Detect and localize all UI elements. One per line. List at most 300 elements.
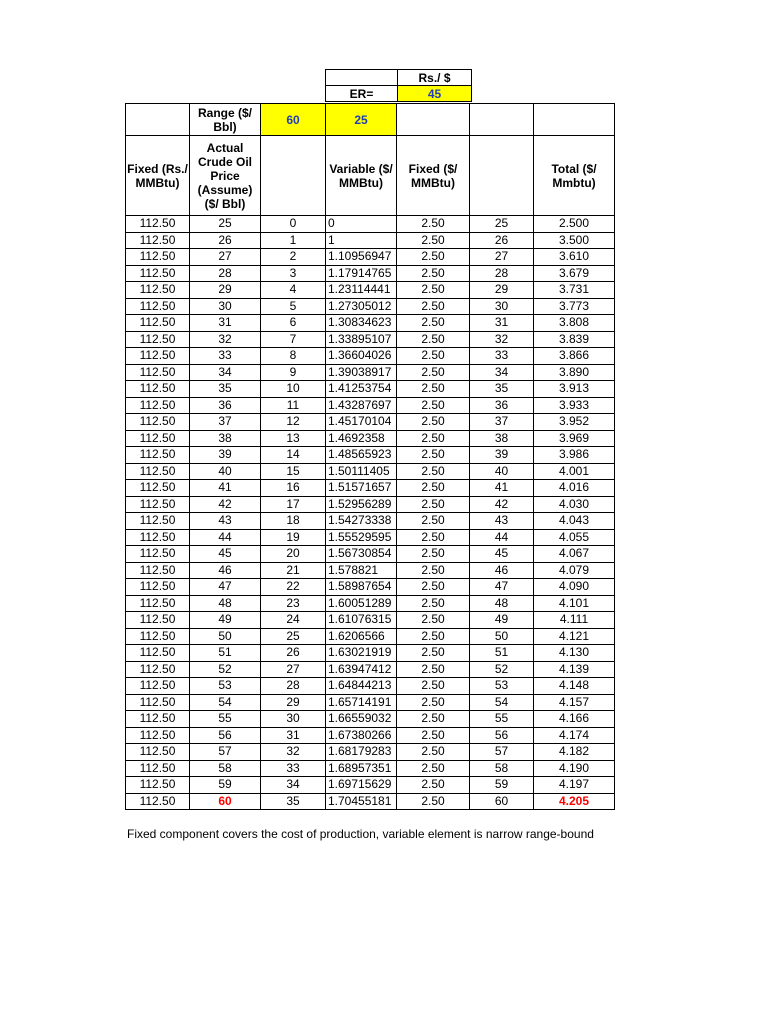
table-row	[126, 249, 615, 266]
fixed-rs-cell[interactable]: 112.50	[126, 645, 190, 662]
table-body	[126, 216, 615, 810]
range-empty-cell	[534, 104, 615, 136]
header-row	[126, 136, 615, 216]
total-cell[interactable]: 3.610	[534, 249, 615, 266]
total-cell[interactable]: 4.190	[534, 760, 615, 777]
actual-price-cell[interactable]: 51	[190, 645, 261, 662]
price-cell[interactable]: 42	[470, 496, 534, 513]
actual-price-cell[interactable]: 44	[190, 529, 261, 546]
price-cell[interactable]: 50	[470, 628, 534, 645]
index-cell[interactable]: 22	[261, 579, 326, 596]
actual-price-cell[interactable]: 40	[190, 463, 261, 480]
col-header-actual-price: Actual Crude Oil Price (Assume) ($/ Bbl)	[190, 136, 261, 216]
table-row	[126, 331, 615, 348]
index-cell[interactable]: 27	[261, 661, 326, 678]
actual-price-cell[interactable]: 33	[190, 348, 261, 365]
variable-cell[interactable]: 1.50111405	[326, 463, 397, 480]
variable-cell[interactable]: 1	[326, 232, 397, 249]
variable-cell[interactable]: 1.56730854	[326, 546, 397, 563]
fixed-rs-cell[interactable]: 112.50	[126, 711, 190, 728]
fixed-rs-cell[interactable]: 112.50	[126, 793, 190, 810]
variable-cell[interactable]: 1.41253754	[326, 381, 397, 398]
range-empty-cell	[470, 104, 534, 136]
actual-price-cell[interactable]: 27	[190, 249, 261, 266]
actual-price-cell[interactable]: 54	[190, 694, 261, 711]
fixed-rs-cell[interactable]: 112.50	[126, 463, 190, 480]
fixed-rs-cell[interactable]: 112.50	[126, 777, 190, 794]
fixed-rs-cell[interactable]: 112.50	[126, 414, 190, 431]
fixed-rs-cell[interactable]: 112.50	[126, 513, 190, 530]
fixed-usd-cell[interactable]: 2.50	[397, 447, 470, 464]
price-cell[interactable]: 31	[470, 315, 534, 332]
fixed-rs-cell[interactable]: 112.50	[126, 298, 190, 315]
fixed-rs-cell[interactable]: 112.50	[126, 579, 190, 596]
price-cell[interactable]: 28	[470, 265, 534, 282]
variable-cell[interactable]: 1.48565923	[326, 447, 397, 464]
variable-cell[interactable]: 1.70455181	[326, 793, 397, 810]
index-cell[interactable]: 23	[261, 595, 326, 612]
index-cell[interactable]: 12	[261, 414, 326, 431]
price-cell[interactable]: 35	[470, 381, 534, 398]
index-cell[interactable]: 2	[261, 249, 326, 266]
fixed-usd-cell[interactable]: 2.50	[397, 760, 470, 777]
price-cell[interactable]: 32	[470, 331, 534, 348]
actual-price-cell[interactable]: 42	[190, 496, 261, 513]
total-cell[interactable]: 4.166	[534, 711, 615, 728]
total-cell[interactable]: 4.130	[534, 645, 615, 662]
fixed-usd-cell[interactable]: 2.50	[397, 232, 470, 249]
total-cell[interactable]: 3.839	[534, 331, 615, 348]
index-cell[interactable]: 25	[261, 628, 326, 645]
total-cell[interactable]: 3.679	[534, 265, 615, 282]
actual-price-cell[interactable]: 52	[190, 661, 261, 678]
fixed-rs-cell[interactable]: 112.50	[126, 661, 190, 678]
index-cell[interactable]: 20	[261, 546, 326, 563]
actual-price-cell[interactable]: 37	[190, 414, 261, 431]
table-row	[126, 364, 615, 381]
variable-cell[interactable]: 1.6206566	[326, 628, 397, 645]
actual-price-cell[interactable]: 58	[190, 760, 261, 777]
col-header-fixed-usd: Fixed ($/ MMBtu)	[397, 136, 470, 216]
total-cell[interactable]: 3.808	[534, 315, 615, 332]
index-cell[interactable]: 8	[261, 348, 326, 365]
fixed-usd-cell[interactable]: 2.50	[397, 381, 470, 398]
variable-cell[interactable]: 1.60051289	[326, 595, 397, 612]
index-cell[interactable]: 15	[261, 463, 326, 480]
fixed-usd-cell[interactable]: 2.50	[397, 480, 470, 497]
fixed-usd-cell[interactable]: 2.50	[397, 727, 470, 744]
table-row	[126, 315, 615, 332]
fixed-usd-cell[interactable]: 2.50	[397, 793, 470, 810]
table-row	[126, 628, 615, 645]
variable-cell[interactable]: 1.33895107	[326, 331, 397, 348]
variable-cell[interactable]: 1.30834623	[326, 315, 397, 332]
er-label: ER=	[326, 86, 398, 102]
total-cell[interactable]: 4.148	[534, 678, 615, 695]
col-header-fixed-rs: Fixed (Rs./ MMBtu)	[126, 136, 190, 216]
fixed-usd-cell[interactable]: 2.50	[397, 430, 470, 447]
table-row	[126, 777, 615, 794]
index-cell[interactable]: 19	[261, 529, 326, 546]
variable-cell[interactable]: 1.578821	[326, 562, 397, 579]
fixed-rs-cell[interactable]: 112.50	[126, 546, 190, 563]
price-cell[interactable]: 46	[470, 562, 534, 579]
total-cell[interactable]: 4.016	[534, 480, 615, 497]
fixed-usd-cell[interactable]: 2.50	[397, 628, 470, 645]
price-cell[interactable]: 57	[470, 744, 534, 761]
variable-cell[interactable]: 1.23114441	[326, 282, 397, 299]
actual-price-cell[interactable]: 39	[190, 447, 261, 464]
price-cell[interactable]: 48	[470, 595, 534, 612]
fixed-usd-cell[interactable]: 2.50	[397, 331, 470, 348]
total-cell[interactable]: 3.500	[534, 232, 615, 249]
total-cell[interactable]: 4.101	[534, 595, 615, 612]
index-cell[interactable]: 21	[261, 562, 326, 579]
price-cell[interactable]: 55	[470, 711, 534, 728]
table-row	[126, 694, 615, 711]
pricing-table	[125, 103, 615, 810]
actual-price-cell[interactable]: 32	[190, 331, 261, 348]
index-cell[interactable]: 18	[261, 513, 326, 530]
actual-price-cell[interactable]: 50	[190, 628, 261, 645]
actual-price-cell[interactable]: 57	[190, 744, 261, 761]
variable-cell[interactable]: 1.17914765	[326, 265, 397, 282]
fixed-usd-cell[interactable]: 2.50	[397, 595, 470, 612]
fixed-rs-cell[interactable]: 112.50	[126, 381, 190, 398]
fixed-rs-cell[interactable]: 112.50	[126, 216, 190, 233]
fixed-rs-cell[interactable]: 112.50	[126, 282, 190, 299]
variable-cell[interactable]: 1.63947412	[326, 661, 397, 678]
fixed-usd-cell[interactable]: 2.50	[397, 496, 470, 513]
fixed-usd-cell[interactable]: 2.50	[397, 364, 470, 381]
fixed-rs-cell[interactable]: 112.50	[126, 348, 190, 365]
index-cell[interactable]: 4	[261, 282, 326, 299]
total-cell[interactable]: 3.773	[534, 298, 615, 315]
fixed-rs-cell[interactable]: 112.50	[126, 595, 190, 612]
fixed-usd-cell[interactable]: 2.50	[397, 777, 470, 794]
fixed-rs-cell[interactable]: 112.50	[126, 529, 190, 546]
actual-price-cell[interactable]: 48	[190, 595, 261, 612]
price-cell[interactable]: 29	[470, 282, 534, 299]
fixed-rs-cell[interactable]: 112.50	[126, 397, 190, 414]
total-cell[interactable]: 4.205	[534, 793, 615, 810]
total-cell[interactable]: 4.030	[534, 496, 615, 513]
total-cell[interactable]: 3.933	[534, 397, 615, 414]
price-cell[interactable]: 34	[470, 364, 534, 381]
variable-cell[interactable]: 1.52956289	[326, 496, 397, 513]
index-cell[interactable]: 29	[261, 694, 326, 711]
price-cell[interactable]: 52	[470, 661, 534, 678]
variable-cell[interactable]: 1.67380266	[326, 727, 397, 744]
price-cell[interactable]: 40	[470, 463, 534, 480]
range-row	[126, 104, 615, 136]
fixed-usd-cell[interactable]: 2.50	[397, 562, 470, 579]
index-cell[interactable]: 33	[261, 760, 326, 777]
price-cell[interactable]: 38	[470, 430, 534, 447]
table-row	[126, 711, 615, 728]
price-cell[interactable]: 36	[470, 397, 534, 414]
range-empty-cell	[397, 104, 470, 136]
fixed-rs-cell[interactable]: 112.50	[126, 760, 190, 777]
fixed-usd-cell[interactable]: 2.50	[397, 513, 470, 530]
fixed-usd-cell[interactable]: 2.50	[397, 678, 470, 695]
index-cell[interactable]: 31	[261, 727, 326, 744]
range-value-low[interactable]: 25	[326, 104, 397, 136]
price-cell[interactable]: 60	[470, 793, 534, 810]
variable-cell[interactable]: 1.58987654	[326, 579, 397, 596]
actual-price-cell[interactable]: 59	[190, 777, 261, 794]
price-cell[interactable]: 51	[470, 645, 534, 662]
price-cell[interactable]: 33	[470, 348, 534, 365]
variable-cell[interactable]: 1.10956947	[326, 249, 397, 266]
total-cell[interactable]: 4.111	[534, 612, 615, 629]
fixed-usd-cell[interactable]: 2.50	[397, 397, 470, 414]
total-cell[interactable]: 4.182	[534, 744, 615, 761]
actual-price-cell[interactable]: 45	[190, 546, 261, 563]
actual-price-cell[interactable]: 35	[190, 381, 261, 398]
price-cell[interactable]: 47	[470, 579, 534, 596]
price-cell[interactable]: 58	[470, 760, 534, 777]
index-cell[interactable]: 7	[261, 331, 326, 348]
actual-price-cell[interactable]: 34	[190, 364, 261, 381]
variable-cell[interactable]: 1.63021919	[326, 645, 397, 662]
price-cell[interactable]: 49	[470, 612, 534, 629]
index-cell[interactable]: 1	[261, 232, 326, 249]
actual-price-cell[interactable]: 43	[190, 513, 261, 530]
fixed-usd-cell[interactable]: 2.50	[397, 282, 470, 299]
actual-price-cell[interactable]: 31	[190, 315, 261, 332]
table-row	[126, 612, 615, 629]
table-row	[126, 430, 615, 447]
fixed-usd-cell[interactable]: 2.50	[397, 414, 470, 431]
table-row	[126, 265, 615, 282]
table-row	[126, 463, 615, 480]
total-cell[interactable]: 4.090	[534, 579, 615, 596]
table-row	[126, 447, 615, 464]
fixed-rs-cell[interactable]: 112.50	[126, 744, 190, 761]
fixed-usd-cell[interactable]: 2.50	[397, 348, 470, 365]
index-cell[interactable]: 5	[261, 298, 326, 315]
fixed-rs-cell[interactable]: 112.50	[126, 612, 190, 629]
fixed-usd-cell[interactable]: 2.50	[397, 694, 470, 711]
index-cell[interactable]: 11	[261, 397, 326, 414]
fixed-rs-cell[interactable]: 112.50	[126, 315, 190, 332]
total-cell[interactable]: 3.731	[534, 282, 615, 299]
price-cell[interactable]: 53	[470, 678, 534, 695]
price-cell[interactable]: 39	[470, 447, 534, 464]
fixed-rs-cell[interactable]: 112.50	[126, 331, 190, 348]
price-cell[interactable]: 45	[470, 546, 534, 563]
fixed-usd-cell[interactable]: 2.50	[397, 579, 470, 596]
price-cell[interactable]: 26	[470, 232, 534, 249]
price-cell[interactable]: 43	[470, 513, 534, 530]
index-cell[interactable]: 17	[261, 496, 326, 513]
index-cell[interactable]: 10	[261, 381, 326, 398]
fixed-usd-cell[interactable]: 2.50	[397, 463, 470, 480]
variable-cell[interactable]: 0	[326, 216, 397, 233]
col-header-total: Total ($/ Mmbtu)	[534, 136, 615, 216]
index-cell[interactable]: 3	[261, 265, 326, 282]
fixed-usd-cell[interactable]: 2.50	[397, 265, 470, 282]
variable-cell[interactable]: 1.61076315	[326, 612, 397, 629]
fixed-rs-cell[interactable]: 112.50	[126, 265, 190, 282]
fixed-rs-cell[interactable]: 112.50	[126, 694, 190, 711]
price-cell[interactable]: 44	[470, 529, 534, 546]
total-cell[interactable]: 3.969	[534, 430, 615, 447]
fixed-usd-cell[interactable]: 2.50	[397, 744, 470, 761]
fixed-rs-cell[interactable]: 112.50	[126, 430, 190, 447]
actual-price-cell[interactable]: 53	[190, 678, 261, 695]
actual-price-cell[interactable]: 28	[190, 265, 261, 282]
total-cell[interactable]: 4.174	[534, 727, 615, 744]
total-cell[interactable]: 4.043	[534, 513, 615, 530]
fixed-rs-cell[interactable]: 112.50	[126, 496, 190, 513]
table-row	[126, 744, 615, 761]
index-cell[interactable]: 24	[261, 612, 326, 629]
table-row	[126, 546, 615, 563]
index-cell[interactable]: 16	[261, 480, 326, 497]
index-cell[interactable]: 0	[261, 216, 326, 233]
actual-price-cell[interactable]: 30	[190, 298, 261, 315]
col-header-empty	[261, 136, 326, 216]
variable-cell[interactable]: 1.45170104	[326, 414, 397, 431]
total-cell[interactable]: 2.500	[534, 216, 615, 233]
index-cell[interactable]: 26	[261, 645, 326, 662]
price-cell[interactable]: 27	[470, 249, 534, 266]
actual-price-cell[interactable]: 46	[190, 562, 261, 579]
fixed-usd-cell[interactable]: 2.50	[397, 315, 470, 332]
actual-price-cell[interactable]: 25	[190, 216, 261, 233]
total-cell[interactable]: 4.055	[534, 529, 615, 546]
fixed-rs-cell[interactable]: 112.50	[126, 480, 190, 497]
variable-cell[interactable]: 1.39038917	[326, 364, 397, 381]
total-cell[interactable]: 3.866	[534, 348, 615, 365]
fixed-rs-cell[interactable]: 112.50	[126, 727, 190, 744]
table-row	[126, 282, 615, 299]
fixed-rs-cell[interactable]: 112.50	[126, 678, 190, 695]
index-cell[interactable]: 32	[261, 744, 326, 761]
index-cell[interactable]: 6	[261, 315, 326, 332]
actual-price-cell[interactable]: 47	[190, 579, 261, 596]
rs-per-usd-label: Rs./ $	[398, 70, 472, 86]
table-row	[126, 678, 615, 695]
actual-price-cell[interactable]: 26	[190, 232, 261, 249]
fixed-usd-cell[interactable]: 2.50	[397, 298, 470, 315]
actual-price-cell[interactable]: 55	[190, 711, 261, 728]
er-empty-cell	[326, 70, 398, 86]
variable-cell[interactable]: 1.51571657	[326, 480, 397, 497]
fixed-rs-cell[interactable]: 112.50	[126, 249, 190, 266]
index-cell[interactable]: 9	[261, 364, 326, 381]
index-cell[interactable]: 35	[261, 793, 326, 810]
variable-cell[interactable]: 1.64844213	[326, 678, 397, 695]
fixed-rs-cell[interactable]: 112.50	[126, 562, 190, 579]
variable-cell[interactable]: 1.68957351	[326, 760, 397, 777]
total-cell[interactable]: 4.001	[534, 463, 615, 480]
actual-price-cell[interactable]: 60	[190, 793, 261, 810]
price-cell[interactable]: 56	[470, 727, 534, 744]
index-cell[interactable]: 28	[261, 678, 326, 695]
table-row	[126, 645, 615, 662]
price-cell[interactable]: 59	[470, 777, 534, 794]
total-cell[interactable]: 4.121	[534, 628, 615, 645]
actual-price-cell[interactable]: 49	[190, 612, 261, 629]
fixed-usd-cell[interactable]: 2.50	[397, 645, 470, 662]
price-cell[interactable]: 25	[470, 216, 534, 233]
actual-price-cell[interactable]: 56	[190, 727, 261, 744]
variable-cell[interactable]: 1.68179283	[326, 744, 397, 761]
fixed-usd-cell[interactable]: 2.50	[397, 612, 470, 629]
total-cell[interactable]: 4.139	[534, 661, 615, 678]
variable-cell[interactable]: 1.69715629	[326, 777, 397, 794]
col-header-variable: Variable ($/ MMBtu)	[326, 136, 397, 216]
fixed-usd-cell[interactable]: 2.50	[397, 711, 470, 728]
price-cell[interactable]: 30	[470, 298, 534, 315]
index-cell[interactable]: 30	[261, 711, 326, 728]
range-empty-cell	[126, 104, 190, 136]
index-cell[interactable]: 34	[261, 777, 326, 794]
index-cell[interactable]: 14	[261, 447, 326, 464]
total-cell[interactable]: 3.890	[534, 364, 615, 381]
col-header-empty	[470, 136, 534, 216]
footnote: Fixed component covers the cost of production, variable element is narrow range-bound	[127, 827, 594, 841]
variable-cell[interactable]: 1.55529595	[326, 529, 397, 546]
table-row	[126, 661, 615, 678]
range-value-high[interactable]: 60	[261, 104, 326, 136]
price-cell[interactable]: 41	[470, 480, 534, 497]
total-cell[interactable]: 4.157	[534, 694, 615, 711]
range-label: Range ($/ Bbl)	[190, 104, 261, 136]
variable-cell[interactable]: 1.43287697	[326, 397, 397, 414]
fixed-usd-cell[interactable]: 2.50	[397, 546, 470, 563]
actual-price-cell[interactable]: 36	[190, 397, 261, 414]
er-value[interactable]: 45	[398, 86, 472, 102]
table-row	[126, 381, 615, 398]
total-cell[interactable]: 3.986	[534, 447, 615, 464]
actual-price-cell[interactable]: 41	[190, 480, 261, 497]
fixed-rs-cell[interactable]: 112.50	[126, 628, 190, 645]
variable-cell[interactable]: 1.65714191	[326, 694, 397, 711]
total-cell[interactable]: 3.952	[534, 414, 615, 431]
total-cell[interactable]: 4.079	[534, 562, 615, 579]
fixed-usd-cell[interactable]: 2.50	[397, 529, 470, 546]
total-cell[interactable]: 4.197	[534, 777, 615, 794]
actual-price-cell[interactable]: 38	[190, 430, 261, 447]
price-cell[interactable]: 37	[470, 414, 534, 431]
fixed-rs-cell[interactable]: 112.50	[126, 364, 190, 381]
table-row	[126, 414, 615, 431]
total-cell[interactable]: 3.913	[534, 381, 615, 398]
table-row	[126, 496, 615, 513]
fixed-usd-cell[interactable]: 2.50	[397, 216, 470, 233]
variable-cell[interactable]: 1.54273338	[326, 513, 397, 530]
variable-cell[interactable]: 1.66559032	[326, 711, 397, 728]
exchange-rate-box	[325, 69, 472, 102]
fixed-rs-cell[interactable]: 112.50	[126, 447, 190, 464]
total-cell[interactable]: 4.067	[534, 546, 615, 563]
table-row	[126, 793, 615, 810]
index-cell[interactable]: 13	[261, 430, 326, 447]
fixed-usd-cell[interactable]: 2.50	[397, 249, 470, 266]
actual-price-cell[interactable]: 29	[190, 282, 261, 299]
variable-cell[interactable]: 1.36604026	[326, 348, 397, 365]
price-cell[interactable]: 54	[470, 694, 534, 711]
variable-cell[interactable]: 1.27305012	[326, 298, 397, 315]
fixed-rs-cell[interactable]: 112.50	[126, 232, 190, 249]
fixed-usd-cell[interactable]: 2.50	[397, 661, 470, 678]
variable-cell[interactable]: 1.4692358	[326, 430, 397, 447]
table-row	[126, 727, 615, 744]
